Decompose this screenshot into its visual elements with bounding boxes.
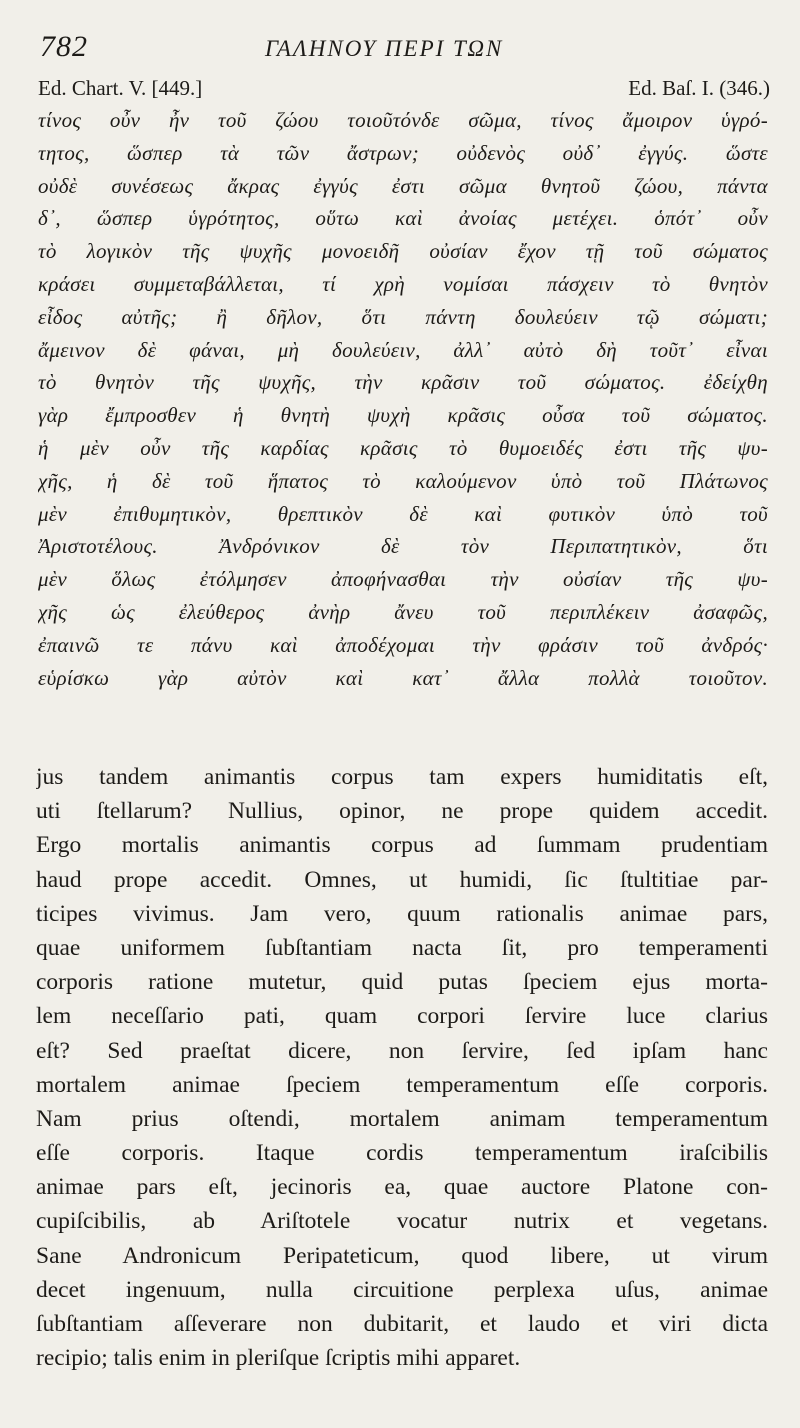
- greek-text-block: [38, 104, 768, 694]
- latin-text-line: Sane Andronicum Peripateticum, quod libere, ut virum: [36, 1242, 768, 1269]
- latin-text-line: cupiſcibilis, ab Ariſtotele vocatur nutrix et vegetans.: [36, 1208, 768, 1235]
- latin-text-line: ſubſtantiam aſſeverare non dubitarit, et laudo et viri dicta: [36, 1311, 768, 1337]
- latin-text-line: eſſe corporis. Itaque cordis temperamentum iraſcibilis: [36, 1140, 768, 1167]
- latin-text-line: ticipes vivimus. Jam vero, quum rationalis animae pars,: [36, 900, 768, 927]
- greek-text-line: τὸ λογικὸν τῆς ψυχῆς μονοειδῆ οὐσίαν ἔχον τῇ τοῦ σώματος: [38, 239, 768, 264]
- latin-text-line: jus tandem animantis corpus tam expers humiditatis eſt,: [36, 764, 768, 790]
- page-header: [40, 30, 770, 66]
- basel-edition-ref: Ed. Baſ. I. (346.): [628, 76, 770, 100]
- latin-text-line: haud prope accedit. Omnes, ut humidi, ſic ſtultitiae par-: [36, 866, 768, 893]
- greek-text-line: εὑρίσκω γὰρ αὐτὸν καὶ κατ᾽ ἄλλα πολλὰ τοιοῦτον.: [38, 665, 768, 690]
- latin-text-line: eſt? Sed praeſtat dicere, non ſervire, ſed ipſam hanc: [36, 1037, 768, 1064]
- greek-text-line: γὰρ ἔμπροσθεν ἡ θνητὴ ψυχὴ κρᾶσις οὖσα τοῦ σώματος.: [38, 403, 768, 428]
- latin-text-block: [36, 760, 768, 1375]
- latin-text-line: decet ingenuum, nulla circuitione perplexa uſus, animae: [36, 1276, 768, 1303]
- latin-text-line: lem neceſſario pati, quam corpori ſervire luce clarius: [36, 1003, 768, 1030]
- greek-text-line: ἡ μὲν οὖν τῆς καρδίας κρᾶσις τὸ θυμοειδές ἐστι τῆς ψυ-: [38, 435, 768, 460]
- latin-text-line: recipio; talis enim in pleriſque ſcriptis mihi apparet.: [36, 1345, 521, 1372]
- greek-text-line: κράσει συμμεταβάλλεται, τί χρὴ νομίσαι πάσχειν τὸ θνητὸν: [38, 271, 768, 296]
- page-number: 782: [40, 30, 88, 63]
- greek-text-line: τητος, ὥσπερ τὰ τῶν ἄστρων; οὐδενὸς οὐδ᾽ ἐγγύς. ὥστε: [38, 140, 768, 165]
- greek-text-line: εἶδος αὐτῆς; ἢ δῆλον, ὅτι πάντη δουλεύειν τῷ σώματι;: [38, 304, 768, 329]
- greek-text-line: χῆς, ἡ δὲ τοῦ ἥπατος τὸ καλούμενον ὑπὸ τοῦ Πλάτωνος: [38, 468, 768, 493]
- greek-text-line: τὸ θνητὸν τῆς ψυχῆς, τὴν κρᾶσιν τοῦ σώματος. ἐδείχθη: [38, 370, 768, 395]
- greek-text-line: ἐπαινῶ τε πάνυ καὶ ἀποδέχομαι τὴν φράσιν τοῦ ἀνδρός·: [38, 632, 768, 657]
- greek-text-line: μὲν ἐπιθυμητικὸν, θρεπτικὸν δὲ καὶ φυτικὸν ὑπὸ τοῦ: [38, 501, 768, 526]
- greek-text-line: δ᾽, ὥσπερ ὑγρότητος, οὕτω καὶ ἀνοίας μετέχει. ὁπότ᾽ οὖν: [38, 206, 768, 231]
- latin-text-line: quae uniformem ſubſtantiam nacta ſit, pro temperamenti: [36, 934, 768, 961]
- greek-text-line: Ἀριστοτέλους. Ἀνδρόνικον δὲ τὸν Περιπατητικὸν, ὅτι: [38, 534, 768, 559]
- latin-text-line: corporis ratione mutetur, quid putas ſpeciem ejus morta-: [36, 969, 768, 996]
- chartier-edition-ref: Ed. Chart. V. [449.]: [38, 76, 203, 100]
- latin-text-line: mortalem animae ſpeciem temperamentum eſſe corporis.: [36, 1071, 768, 1098]
- greek-text-line: οὐδὲ συνέσεως ἄκρας ἐγγύς ἐστι σῶμα θνητοῦ ζώου, πάντα: [38, 173, 768, 198]
- latin-text-line: Ergo mortalis animantis corpus ad ſummam prudentiam: [36, 832, 768, 859]
- edition-references: [38, 76, 770, 104]
- greek-text-line: μὲν ὅλως ἐτόλμησεν ἀποφήνασθαι τὴν οὐσίαν τῆς ψυ-: [38, 567, 768, 592]
- latin-text-line: animae pars eſt, jecinoris ea, quae auctore Platone con-: [36, 1174, 768, 1201]
- greek-text-line: τίνος οὖν ἦν τοῦ ζώου τοιοῦτόνδε σῶμα, τίνος ἄμοιρον ὑγρό-: [38, 108, 768, 132]
- running-title: ΓΑΛΗΝΟΥ ΠΕΡΙ ΤΩΝ: [265, 36, 504, 61]
- latin-text-line: uti ſtellarum? Nullius, opinor, ne prope quidem accedit.: [36, 798, 768, 825]
- greek-text-line: χῆς ὡς ἐλεύθερος ἀνὴρ ἄνευ τοῦ περιπλέκειν ἀσαφῶς,: [38, 599, 768, 624]
- greek-text-line: ἄμεινον δὲ φάναι, μὴ δουλεύειν, ἀλλ᾽ αὐτὸ δὴ τοῦτ᾽ εἶναι: [38, 337, 768, 362]
- latin-text-line: Nam prius oſtendi, mortalem animam temperamentum: [36, 1105, 768, 1132]
